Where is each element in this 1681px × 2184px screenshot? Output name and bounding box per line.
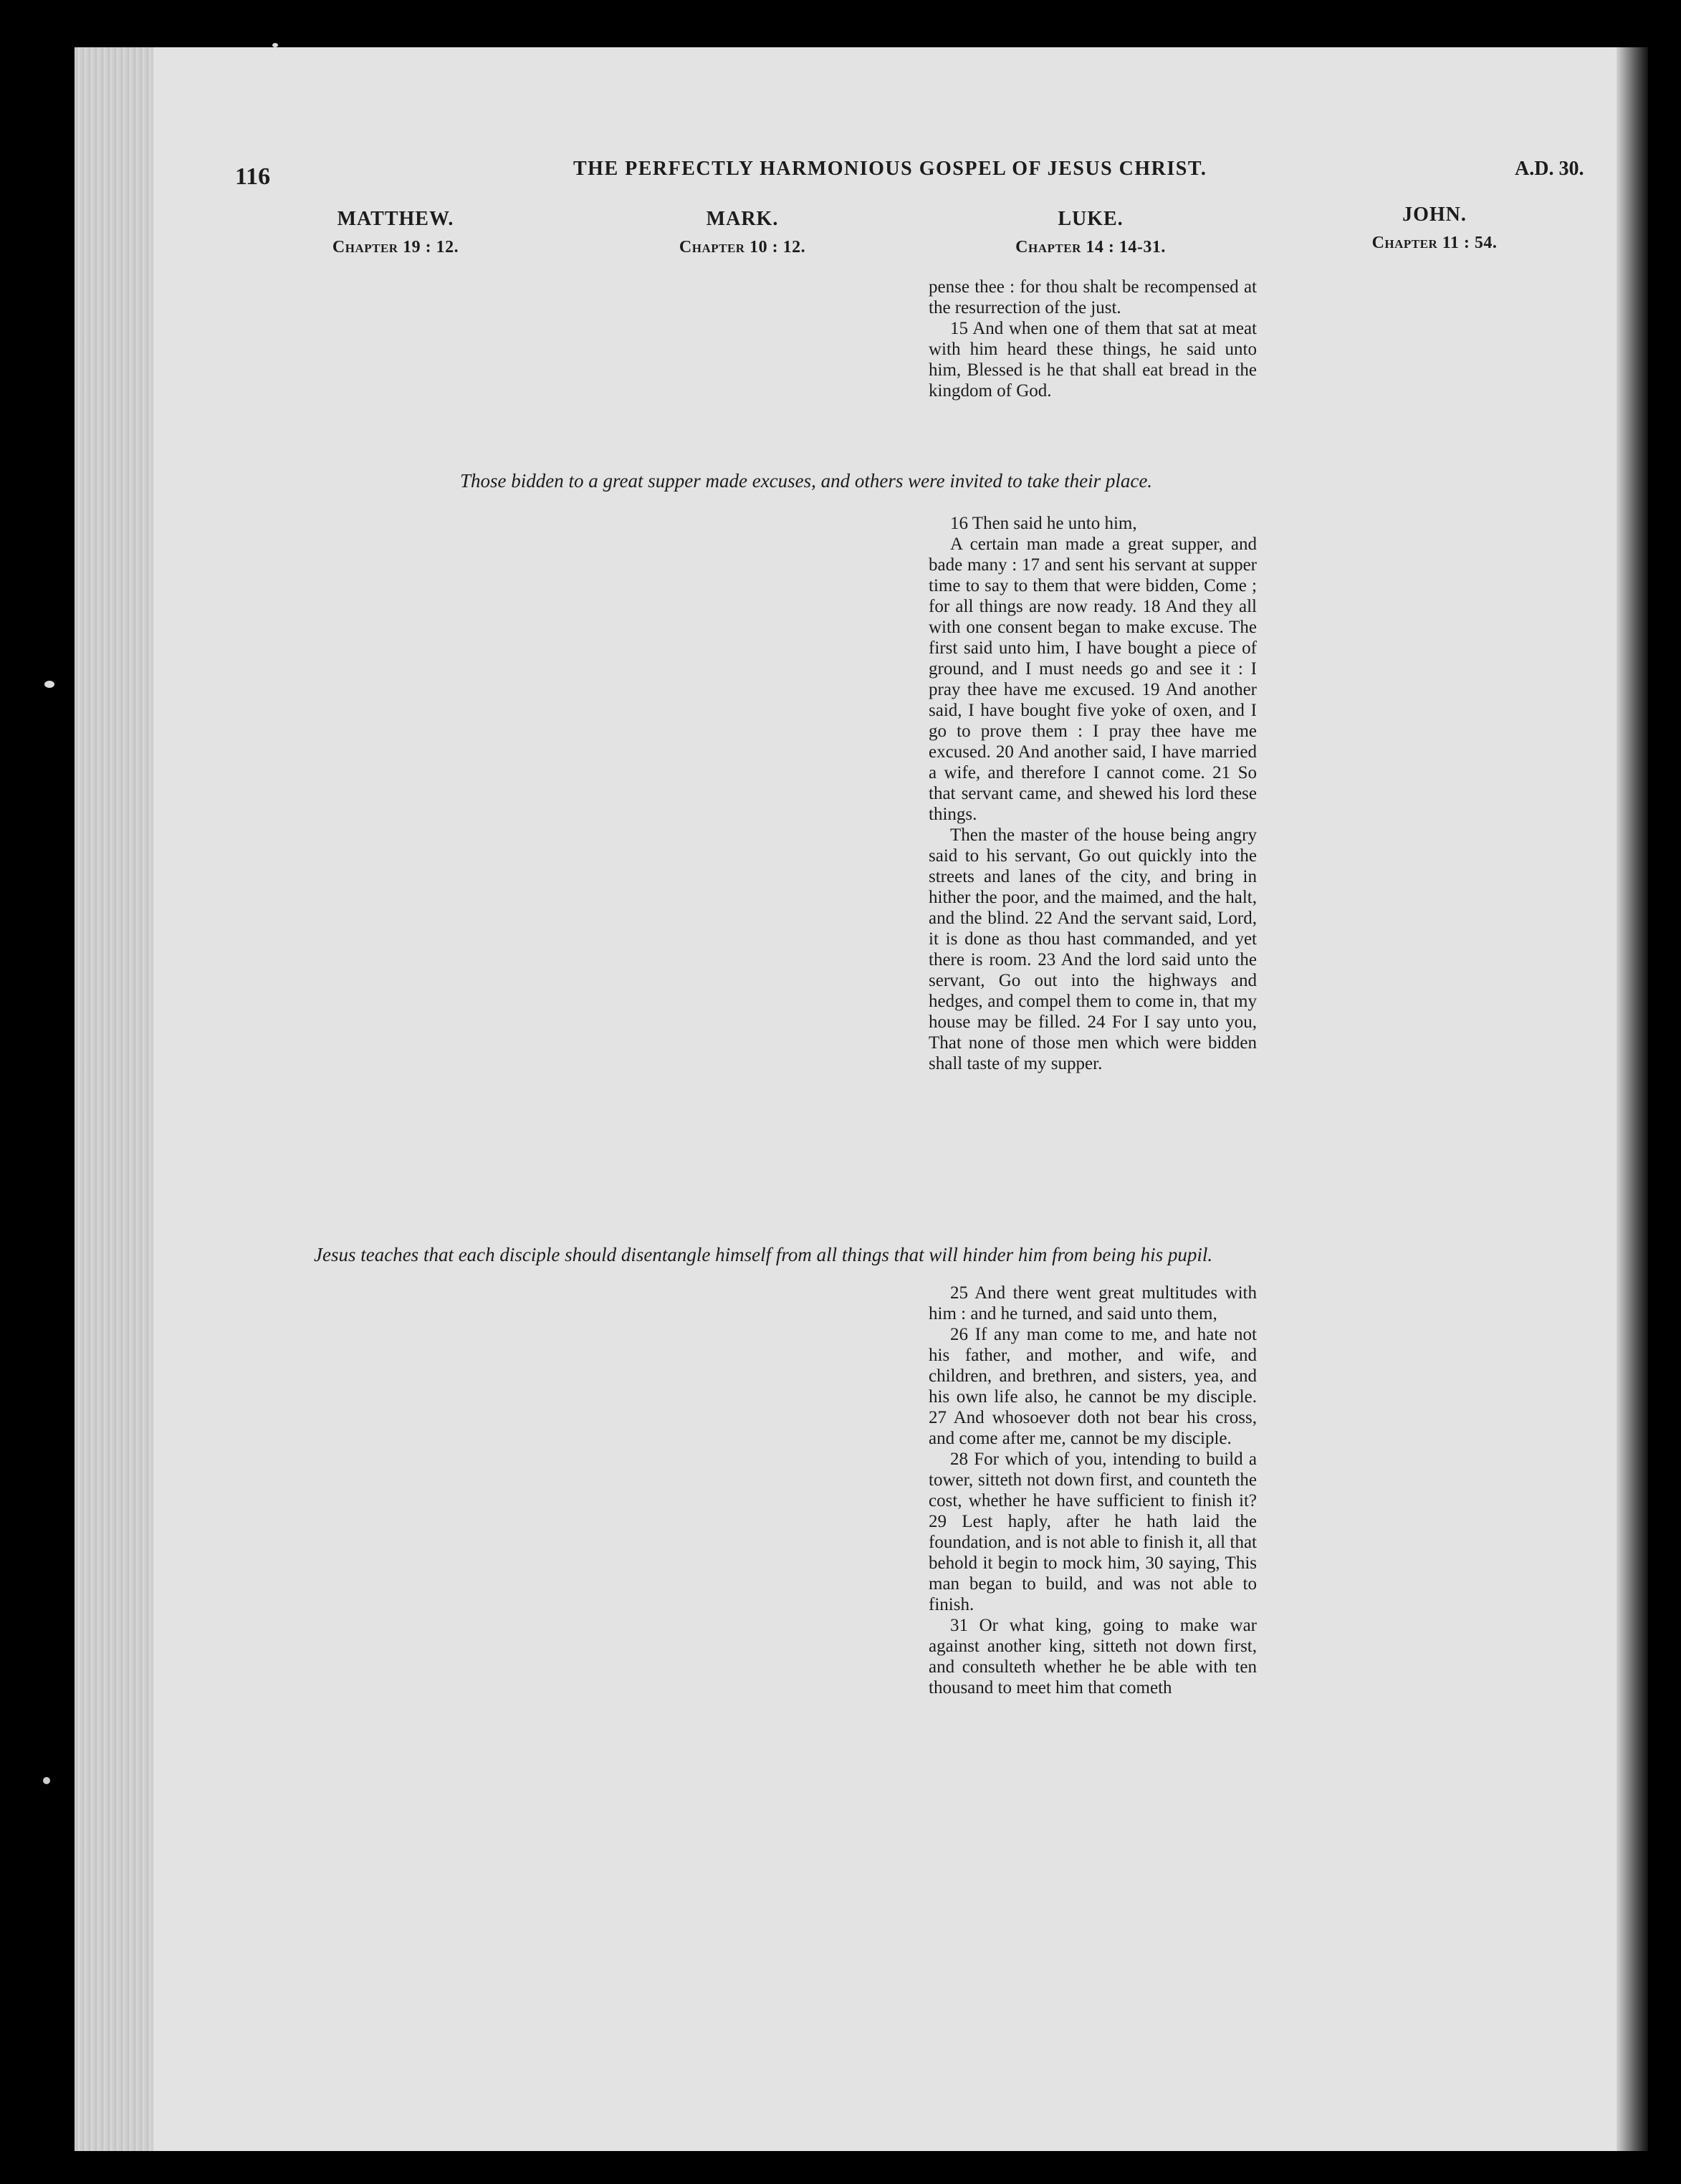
scan-speck: [272, 43, 278, 47]
verse-paragraph: 16 Then said he unto him,: [950, 514, 1137, 533]
luke-text-block-3: [929, 1283, 1257, 1698]
running-title: THE PERFECTLY HARMONIOUS GOSPEL OF JESUS CHRIST.: [573, 158, 1207, 180]
column-name: JOHN.: [1402, 203, 1467, 226]
section-caption: Jesus teaches that each disciple should disentangle himself from all things that will hinder him from being his pupil.: [314, 1244, 1213, 1265]
binding-shadow: [1617, 47, 1648, 2151]
verse-paragraph: 25 And there went great multitudes with him : and he turned, and said unto them,: [929, 1283, 1257, 1323]
column-name: MATTHEW.: [337, 208, 454, 230]
column-heading-matthew: [252, 208, 539, 257]
verse-paragraph: 31 Or what king, going to make war against another king, sitteth not down first, and consulteth whether he be able with ten thousand to meet him that cometh: [929, 1616, 1257, 1697]
page-edge-stack: [75, 47, 153, 2151]
column-name: LUKE.: [1058, 208, 1124, 230]
column-heading-john: [1291, 203, 1578, 253]
chapter-reference: Chapter 11 : 54.: [1371, 234, 1498, 252]
chapter-reference: Chapter 14 : 14-31.: [1015, 238, 1166, 257]
chapter-reference: Chapter 10 : 12.: [679, 238, 806, 257]
scanned-page: [75, 47, 1648, 2151]
luke-text-block-1: [929, 277, 1257, 401]
verse-paragraph: 28 For which of you, intending to build a tower, sitteth not down first, and counteth the cost, whether he have sufficient to finish it? 29 Lest haply, after he hath laid the foundation, and is not able to finish it, all that behold it begin to mock him, 30 saying, This man began to build, and was not able to finish.: [929, 1450, 1257, 1614]
verse-paragraph: A certain man made a great supper, and bade many : 17 and sent his servant at supper time to say to them that were bidden, Come ; for all things are now ready. 18 And they all with one consent began to make excuse. The first said unto him, I have bought a piece of ground, and I must needs go and see it : I pray thee have me excused. 19 And another said, I have bought five yoke of oxen, and I go to prove them : I pray thee have me excused. 20 And another said, I have married a wife, and therefore I cannot come. 21 So that servant came, and shewed his lord these things.: [929, 535, 1257, 824]
chapter-reference: Chapter 19 : 12.: [332, 238, 459, 257]
page-number: 116: [235, 163, 271, 190]
verse-paragraph: 26 If any man come to me, and hate not his father, and mother, and wife, and children, and brethren, and sisters, yea, and his own life also, he cannot be my disciple. 27 And whosoever doth not bear his cross, and come after me, cannot be my disciple.: [929, 1325, 1257, 1448]
scan-speck: [43, 1777, 50, 1784]
luke-text-block-2: [929, 513, 1257, 1074]
verse-paragraph: Then the master of the house being angry said to his servant, Go out quickly into the streets and lanes of the city, and bring in hither the poor, and the maimed, and the halt, and the blind. 22 And the servant said, Lord, it is done as thou hast commanded, and yet there is room. 23 And the lord said unto the servant, Go out into the highways and hedges, and compel them to come in, that my house may be filled. 24 For I say unto you, That none of those men which were bidden shall taste of my supper.: [929, 825, 1257, 1073]
column-name: MARK.: [706, 208, 779, 230]
column-heading-mark: [599, 208, 886, 257]
scan-speck: [44, 681, 54, 688]
verse-paragraph: pense thee : for thou shalt be recompensed at the resurrection of the just.: [929, 277, 1257, 317]
column-heading-luke: [947, 208, 1234, 257]
section-caption: Those bidden to a great supper made excuses, and others were invited to take their place.: [460, 470, 1153, 492]
verse-paragraph: 15 And when one of them that sat at meat with him heard these things, he said unto him, Blessed is he that shall eat bread in the kingdom of God.: [929, 319, 1257, 401]
date-mark: A.D. 30.: [1515, 158, 1584, 180]
